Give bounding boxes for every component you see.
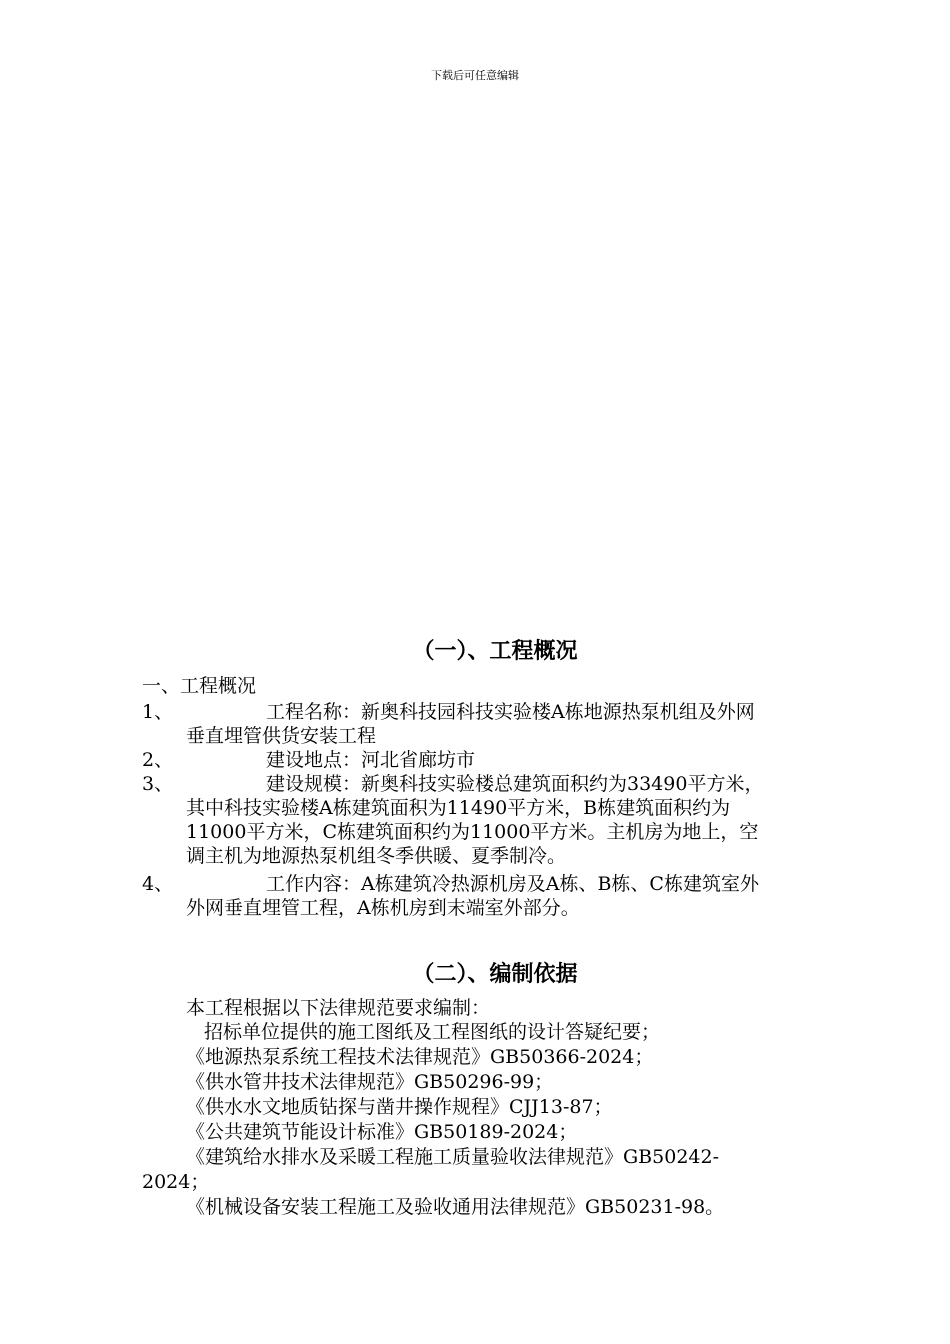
basis-item-6-line-1: 《建筑给水排水及采暖工程施工质量验收法律规范》GB50242- (186, 1146, 720, 1168)
header-note: 下载后可任意编辑 (431, 69, 519, 82)
basis-item-3: 《供水管井技术法律规范》GB50296-99； (186, 1071, 554, 1093)
basis-item-1: 招标单位提供的施工图纸及工程图纸的设计答疑纪要； (204, 1021, 661, 1043)
basis-item-2: 《地源热泵系统工程技术法律规范》GB50366-2024； (186, 1046, 654, 1068)
item-2-number: 2、 (142, 749, 174, 771)
item-4-line-1: 工作内容：A栋建筑冷热源机房及A栋、B栋、C栋建筑室外 (266, 873, 759, 895)
item-3-line-4: 调主机为地源热泵机组冬季供暖、夏季制冷。 (186, 845, 567, 867)
item-1-line-1: 工程名称：新奥科技园科技实验楼A栋地源热泵机组及外网 (266, 701, 755, 723)
section1-subtitle: 一、工程概况 (142, 675, 257, 697)
item-3-number: 3、 (142, 773, 174, 795)
item-4-number: 4、 (142, 873, 174, 895)
section1-title: （一）、工程概况 (412, 639, 578, 664)
item-1-line-2: 垂直埋管供货安装工程 (186, 725, 377, 747)
item-3-line-1: 建设规模：新奥科技实验楼总建筑面积约为33490平方米， (266, 773, 764, 795)
item-3-line-3: 11000平方米，C栋建筑面积约为11000平方米。主机房为地上，空 (186, 821, 759, 843)
basis-item-6-line-2: 2024； (142, 1171, 210, 1193)
basis-item-5: 《公共建筑节能设计标准》GB50189-2024； (186, 1121, 578, 1143)
item-2-line-1: 建设地点：河北省廊坊市 (266, 749, 476, 771)
item-4-line-2: 外网垂直埋管工程，A栋机房到末端室外部分。 (186, 897, 580, 919)
item-3-line-2: 其中科技实验楼A栋建筑面积为11490平方米，B栋建筑面积约为 (186, 797, 731, 819)
basis-item-7: 《机械设备安装工程施工及验收通用法律规范》GB50231-98。 (186, 1196, 725, 1218)
item-1-number: 1、 (142, 701, 174, 723)
basis-intro: 本工程根据以下法律规范要求编制： (186, 997, 491, 1019)
basis-item-4: 《供水水文地质钻探与凿井操作规程》CJJ13-87； (186, 1096, 613, 1118)
section2-title: （二）、编制依据 (412, 962, 578, 987)
